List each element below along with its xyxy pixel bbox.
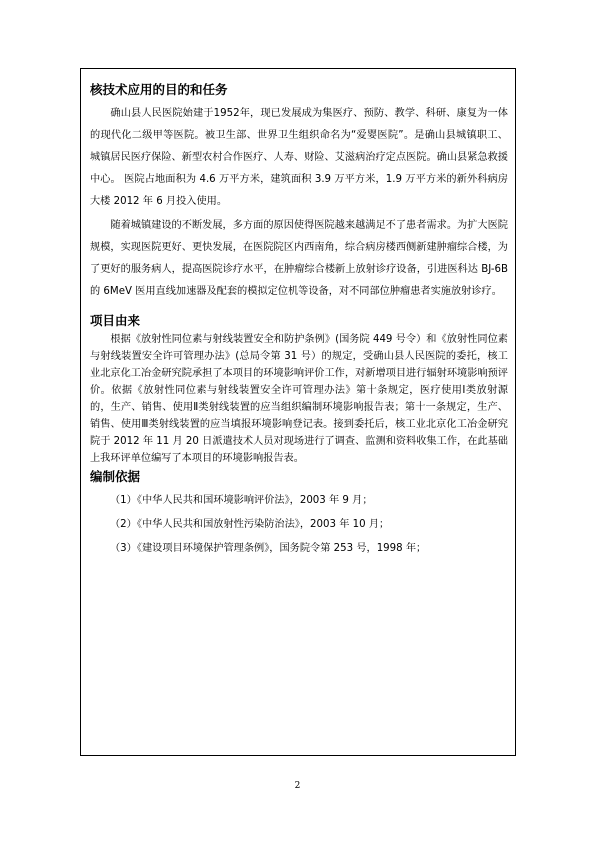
paragraph-expansion-plan: 随着城镇建设的不断发展，多方面的原因使得医院越来越满足不了患者需求。为扩大医院规模，实现医院更好、更快发展，在医院院区内西南角，综合病房楼西侧新建肿瘤综合楼，为了更好的服务病人，提高医院诊疗水平，在肿瘤综合楼新上放射诊疗设备，引进医科达 BJ-6B 的 6MeV 医用直线加速器及配套的模拟定位机等设备，对不同部位肿瘤患者实施放射诊疗。 [90, 220, 508, 297]
section-heading-origin: 项目由来 [90, 313, 141, 328]
paragraph-project-origin: 根据《放射性同位素与射线装置安全和防护条例》(国务院 449 号令）和《放射性同位素与射线装置安全许可管理办法》(总局令第 31 号）的规定，受确山县人民医院的委托，核工业北京化工冶金研究院承担了本项目的环境影响评价工作，对新增项目进行辐射环境影响预评价。依据《放射性同位素与射线装置安全许可管理办法》第十条规定，医疗使用Ⅰ类放射源的，生产、销售、使用Ⅱ类射线装置的应当组织编制环境影响报告表；第十一条规定，生产、销售、使用Ⅲ类射线装置的应当填报环境影响登记表。接到委托后，核工业北京化工冶金研究院于 2012 年 11 月 20 日派遣技术人员对现场进行了调查、监测和资料收集工作，在此基础上我环评单位编写了本项目的环境影响报告表。 [90, 334, 508, 464]
page-number: 2 [294, 781, 301, 791]
reference-item: （3）《建设项目环境保护管理条例》，国务院令第 253 号，1998 年； [110, 543, 427, 554]
section-heading-purpose: 核技术应用的目的和任务 [90, 82, 228, 97]
content-body [90, 80, 508, 561]
section-heading-basis: 编制依据 [90, 469, 141, 484]
reference-item: （1）《中华人民共和国环境影响评价法》，2003 年 9 月； [110, 495, 373, 506]
reference-item: （2）《中华人民共和国放射性污染防治法》，2003 年 10 月； [110, 519, 390, 530]
paragraph-hospital-overview: 确山县人民医院始建于1952年，现已发展成为集医疗、预防、教学、科研、康复为一体的现代化二级甲等医院。被卫生部、世界卫生组织命名为“爱婴医院”。是确山县城镇职工、城镇居民医疗保险、新型农村合作医疗、人寿、财险、艾滋病治疗定点医院。确山县紧急救援中心。 医院占地面积为 4.6 万平方米，建筑面积 3.9 万平方米，1.9 万平方米的新外科病房大楼 2012 年 6 月投入使用。 [90, 108, 508, 207]
content-frame [80, 68, 516, 756]
